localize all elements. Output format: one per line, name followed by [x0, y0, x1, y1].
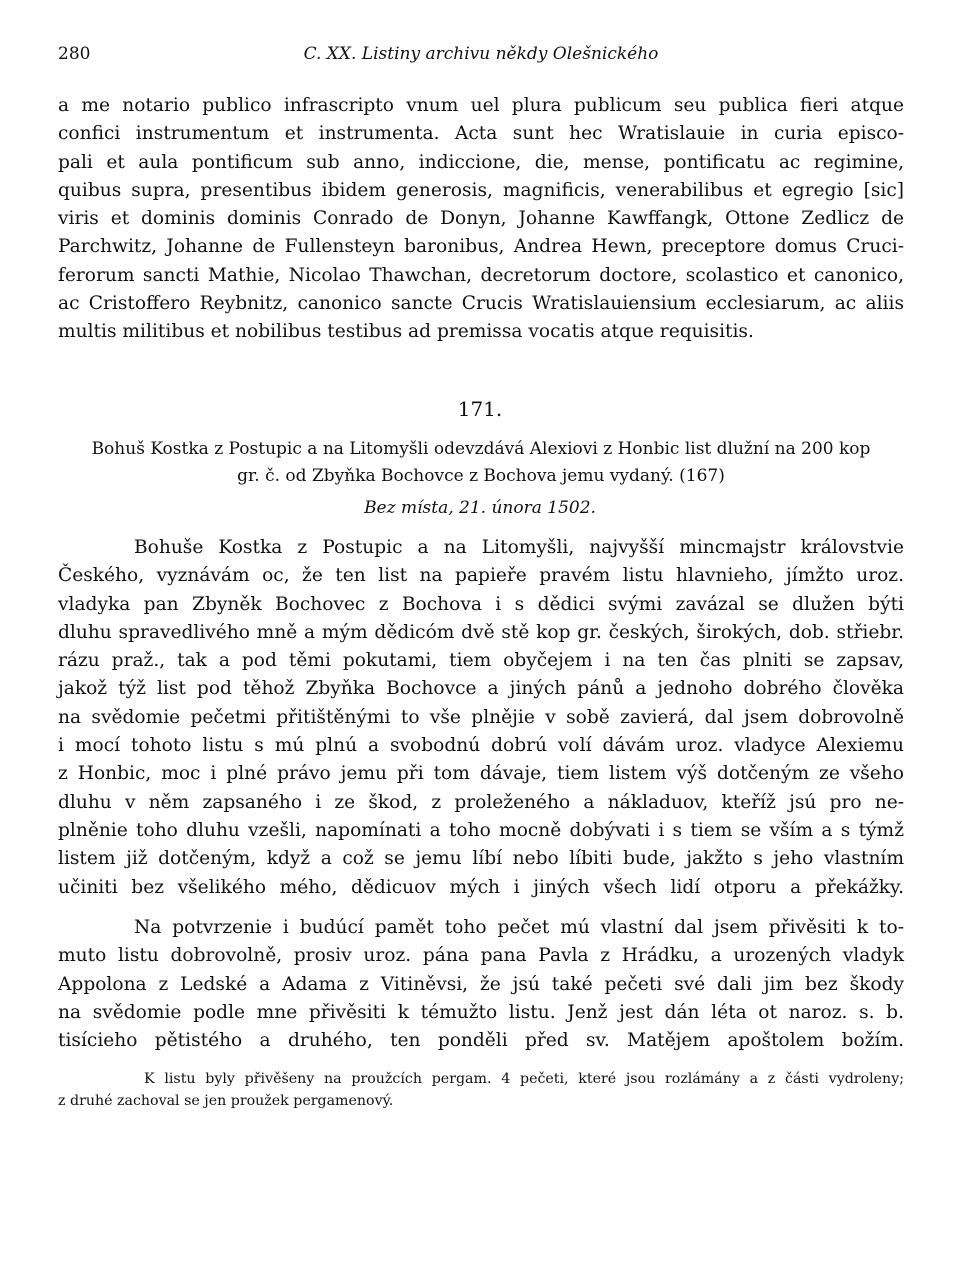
text-line: confici instrumentum et instrumenta. Acta sunt hec Wratislauie in curia episco-: [58, 123, 904, 145]
document-paragraph-1: [58, 534, 904, 902]
text-line: z Honbic, moc i plné právo jemu při tom dávaje, tiem listem výš dotčeným ze všeho: [58, 763, 904, 785]
text-line: Na potvrzenie i budúcí pamět toho pečet mú vlastní dal jsem přivěsiti k to-: [134, 917, 904, 938]
text-line: na svědomie pečetmi přitištěnými to vše plnějie v sobě zavierá, dal jsem dobrovolně: [58, 706, 904, 728]
document-dating: Bez místa, 21. února 1502.: [364, 498, 596, 518]
text-line: rázu praž., tak a pod těmi pokutami, tiem obyčejem i na ten čas plniti se zapsav,: [58, 650, 904, 672]
page-number: 280: [58, 44, 91, 64]
document-number: 171.: [457, 397, 503, 421]
footnote-line: z druhé zachoval se jen proužek pergamenový.: [58, 1093, 394, 1109]
running-head: C. XX. Listiny archivu někdy Olešnického: [303, 44, 659, 64]
text-line: na svědomie podle mne přivěsiti k témužto listu. Jenž jest dán léta ot naroz. s. b.: [58, 1001, 904, 1023]
text-line: dluhu v něm zapsaného i ze škod, z proleženého a nákladuov, kteříž jsú pro ne-: [58, 791, 904, 813]
footnote-line: K listu byly přivěšeny na proužcích pergam. 4 pečeti, které jsou rozlámány a z části vydroleny;: [144, 1071, 904, 1087]
text-line: multis militibus et nobilibus testibus ad premissa vocatis atque requisitis.: [58, 321, 754, 343]
text-line: pali et aula pontificum sub anno, indiccione, die, mense, pontificatu ac regimine,: [58, 151, 904, 173]
footnote: [58, 1068, 904, 1112]
text-line: Appolona z Ledské a Adama z Vitiněvsi, že jsú také pečeti své dali jim bez škody: [58, 973, 904, 995]
text-line: muto listu dobrovolně, prosiv uroz. pána pana Pavla z Hrádku, a urozených vladyk: [58, 945, 904, 967]
text-line: Bohuše Kostka z Postupic a na Litomyšli, najvyšší mincmajstr královstvie: [134, 537, 904, 558]
page-header: [58, 44, 904, 74]
text-line: listem již dotčeným, když a což se jemu líbí nebo líbiti bude, jakžto s jeho vlastním: [58, 848, 904, 870]
text-line: ac Cristoffero Reybnitz, canonico sancte Crucis Wratislauiensium ecclesiarum, ac aliis: [58, 293, 904, 315]
text-line: i mocí tohoto listu s mú plnú a svobodnú dobrú volí dávám uroz. vladyce Alexiemu: [58, 735, 904, 757]
continuation-paragraph: [58, 92, 904, 347]
text-line: plněnie toho dluhu vzešli, napomínati a toho mocně dobývati i s tiem se vším a s týmž: [58, 819, 904, 841]
document-paragraph-2: [58, 914, 904, 1055]
text-line: dluhu spravedlivého mně a mým dědicóm dvě stě kop gr. českých, širokých, dob. střiebr.: [58, 621, 904, 643]
regest-line: Bohuš Kostka z Postupic a na Litomyšli odevzdává Alexiovi z Honbic list dlužní na 200 kop: [91, 439, 871, 459]
text-line: quibus supra, presentibus ibidem generosis, magnificis, venerabilibus et egregio [sic]: [58, 179, 904, 201]
text-line: Parchwitz, Johanne de Fullensteyn baronibus, Andrea Hewn, preceptore domus Cruci-: [58, 236, 904, 258]
text-line: Českého, vyznávám oc, že ten list na papieře pravém listu hlavnieho, jímžto uroz.: [58, 565, 904, 587]
text-line: tisícieho pětistého a druhého, ten ponděli před sv. Matějem apoštolem božím.: [58, 1030, 904, 1052]
text-line: jakož týž list pod těhož Zbyňka Bochovce a jiných pánů a jednoho dobrého člověka: [58, 678, 904, 700]
document-regest: [58, 436, 904, 490]
regest-line: gr. č. od Zbyňka Bochovce z Bochova jemu vydaný. (167): [237, 466, 725, 486]
text-line: učiniti bez všelikého mého, dědicuov mých i jiných všech lidí otporu a překážky.: [58, 876, 904, 898]
text-line: a me notario publico infrascripto vnum uel plura publicum seu publica fieri atque: [58, 95, 904, 116]
text-line: vladyka pan Zbyněk Bochovec z Bochova i s dědici svými zavázal se dlužen býti: [58, 593, 904, 615]
text-line: viris et dominis dominis Conrado de Donyn, Johanne Kawffangk, Ottone Zedlicz de: [58, 208, 904, 230]
text-line: ferorum sancti Mathie, Nicolao Thawchan, decretorum doctore, scolastico et canonico,: [58, 264, 904, 286]
